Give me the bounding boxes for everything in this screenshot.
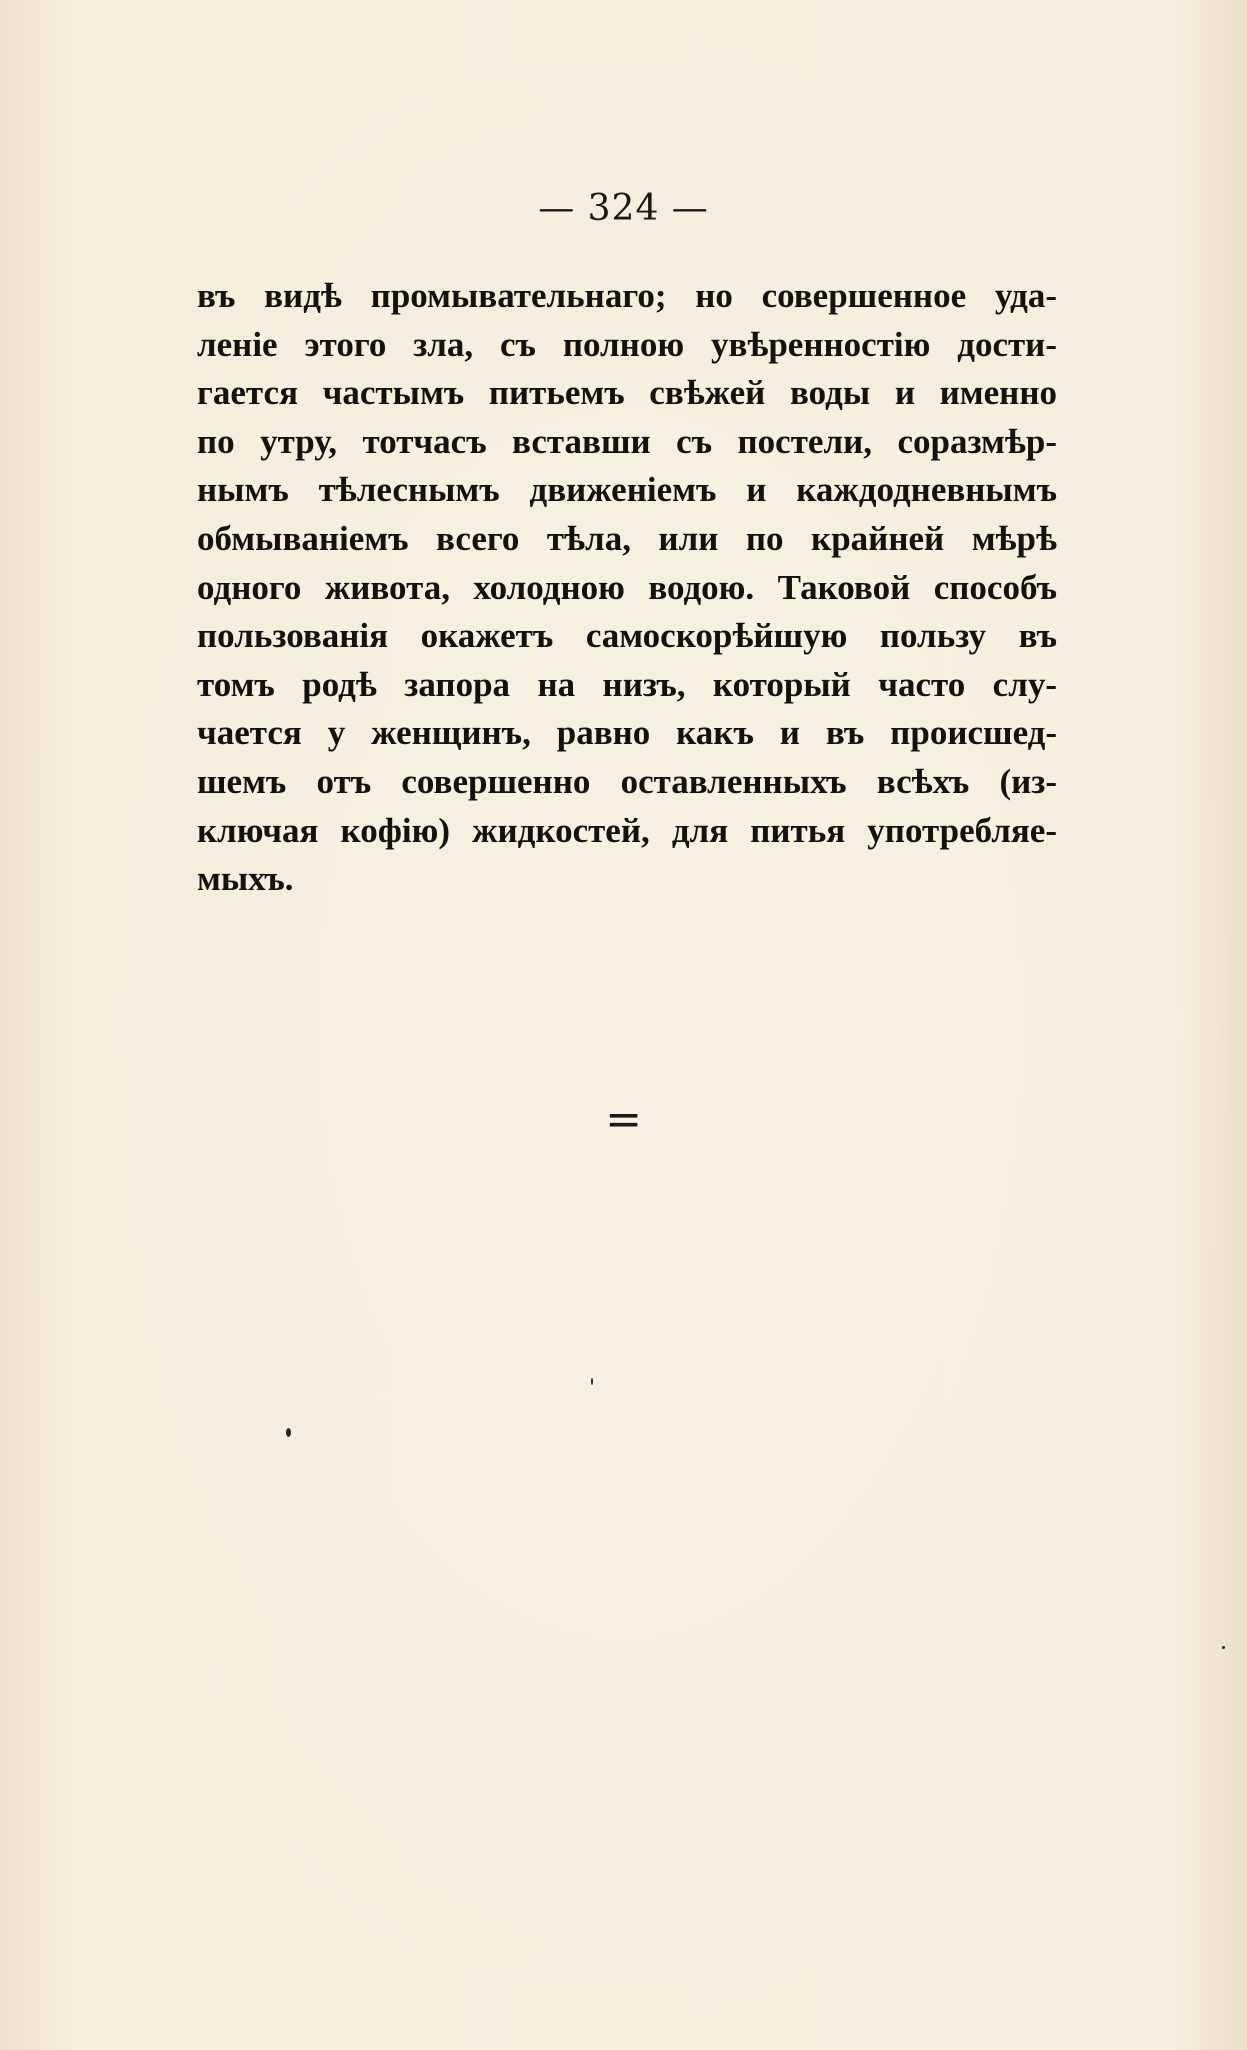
text-line: въ видѣ промывательнаго; но совершенное уда- bbox=[197, 276, 1057, 315]
text-line: нымъ тѣлеснымъ движеніемъ и каждодневнымъ bbox=[197, 470, 1057, 510]
paper-speck bbox=[1222, 1646, 1225, 1649]
text-line: томъ родѣ запора на низъ, который часто слу- bbox=[197, 664, 1057, 704]
section-end-mark: = bbox=[605, 1094, 642, 1145]
body-text bbox=[197, 272, 1057, 904]
text-line: шемъ отъ совершенно оставленныхъ всѣхъ (из- bbox=[197, 761, 1057, 801]
text-line-last: мыхъ. bbox=[197, 859, 294, 899]
text-line: гается частымъ питьемъ свѣжей воды и именно bbox=[197, 373, 1057, 413]
text-line: чается у женщинъ, равно какъ и въ происшед- bbox=[197, 713, 1057, 753]
text-line: леніе этого зла, съ полною увѣренностію дости- bbox=[197, 324, 1057, 364]
text-line: по утру, тотчасъ вставши съ постели, соразмѣр- bbox=[197, 421, 1057, 461]
text-line: одного живота, холодною водою. Таковой способъ bbox=[197, 567, 1057, 607]
text-line: ключая кофію) жидкостей, для питья употребляе- bbox=[197, 810, 1057, 850]
text-line: пользованія окажетъ самоскорѣйшую пользу въ bbox=[197, 616, 1057, 656]
text-line: обмываніемъ всего тѣла, или по крайней мѣрѣ bbox=[197, 518, 1057, 558]
page-number: — 324 — bbox=[538, 188, 709, 229]
paper-speck bbox=[591, 1378, 593, 1385]
paper-speck bbox=[286, 1428, 291, 1437]
